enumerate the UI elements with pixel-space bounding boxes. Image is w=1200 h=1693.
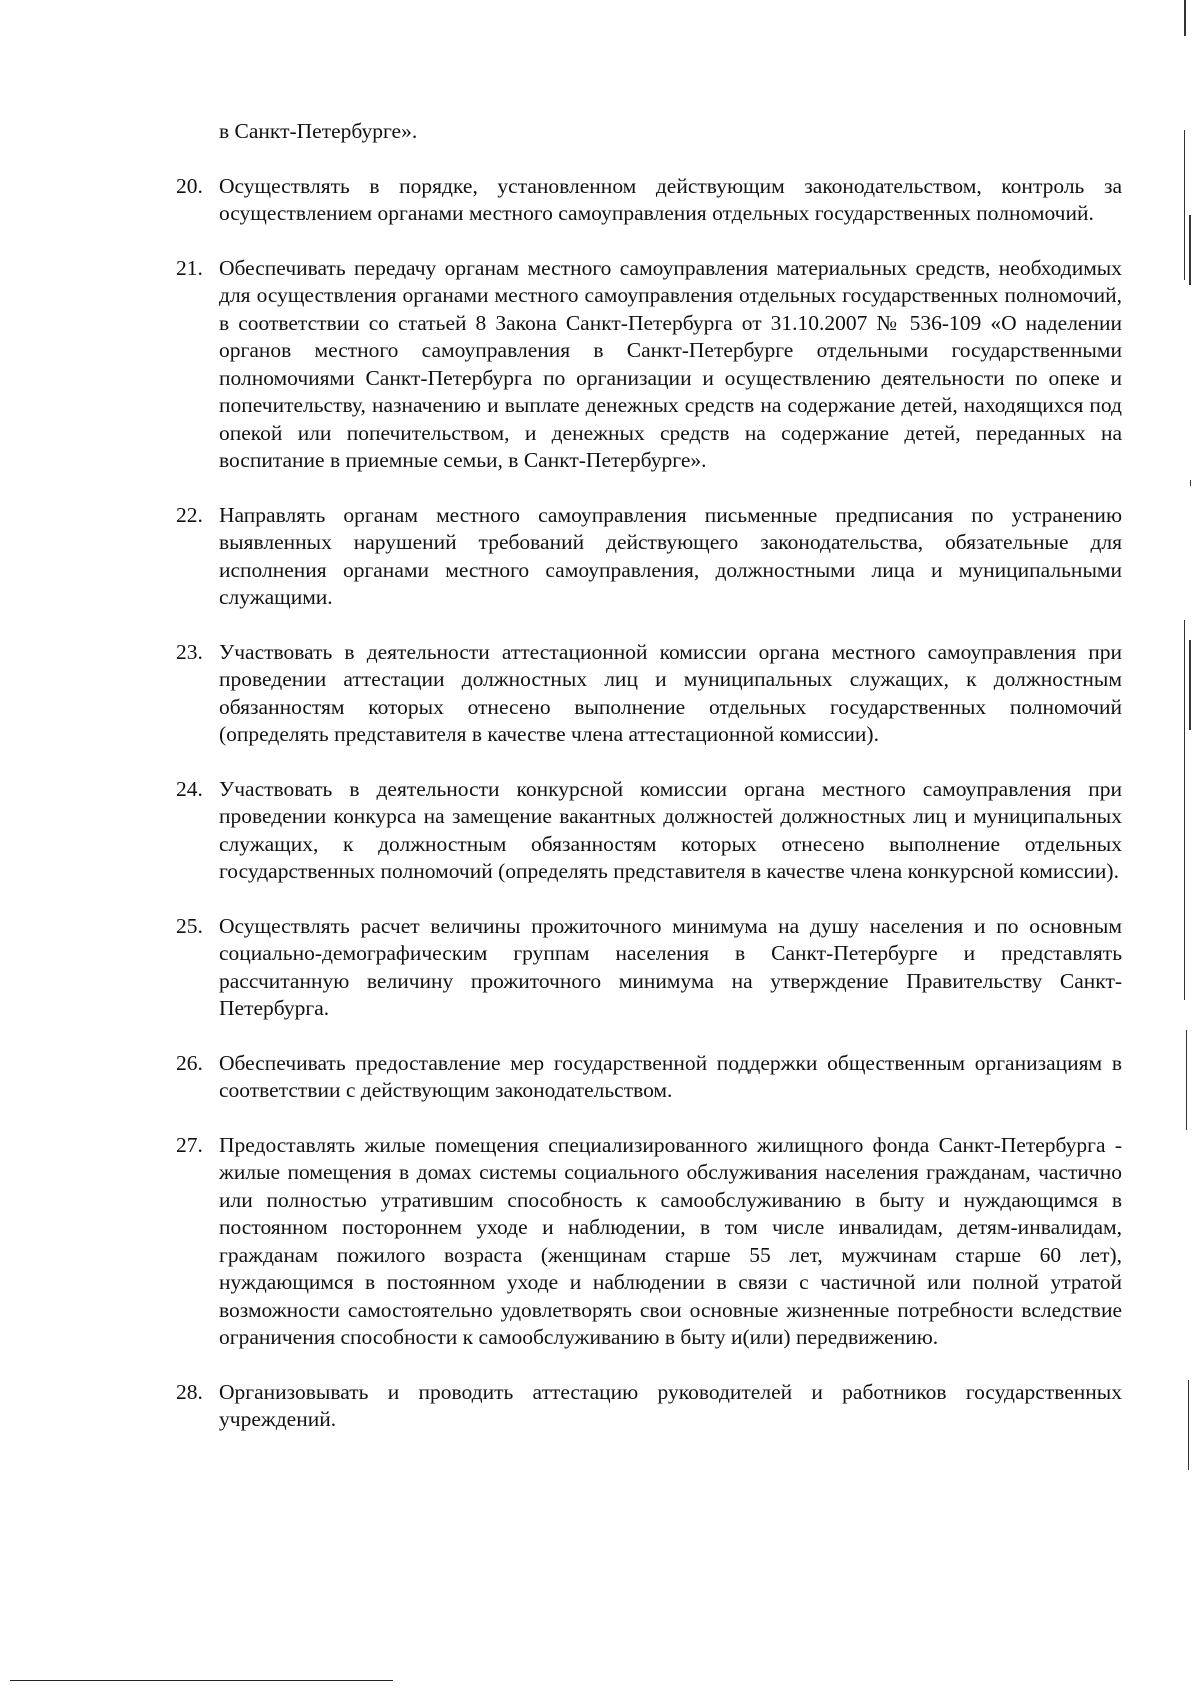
item-number: 28. (176, 1379, 203, 1404)
item-text: Осуществлять расчет величины прожиточного минимума на душу населения и по основным социально-демографическим группам населения в Санкт-Петербурге и представлять рассчитанную величину прожиточного минимума на утверждение Правительству Санкт-Петербурга. (219, 913, 1122, 1020)
scan-margin-mark (1188, 1380, 1189, 1470)
item-text: Направлять органам местного самоуправления письменные предписания по устранению выявленных нарушений требований действующего законодательства, обязательные для исполнения органами местного самоуправления, должностными лица и муниципальными служащими. (219, 502, 1122, 609)
document-body (176, 118, 1122, 1461)
item-number: 23. (176, 639, 203, 664)
list-item-28 (176, 1379, 1122, 1434)
item-text: Организовывать и проводить аттестацию руководителей и работников государственных учреждений. (219, 1379, 1122, 1431)
item-text: Обеспечивать передачу органам местного самоуправления материальных средств, необходимых для осуществления органами местного самоуправления отдельных государственных полномочий, в соответствии со статьей 8 Закона Санкт-Петербурга от 31.10.2007 № 536-109 «О наделении органов местного самоуправления в Санкт-Петербурге отдельными государственными полномочиями Санкт-Петербурга по организации и осуществлению деятельности по опеке и попечительству, назначению и выплате денежных средств на содержание детей, находящихся под опекой или попечительством, и денежных средств на содержание детей, переданных на воспитание в приемные семьи, в Санкт-Петербурге». (219, 255, 1122, 472)
item-number: 26. (176, 1050, 203, 1075)
scan-margin-mark (1190, 480, 1191, 486)
item-number: 21. (176, 255, 203, 280)
scan-margin-mark (1189, 640, 1191, 730)
item-number: 24. (176, 776, 203, 801)
scan-margin-mark (1189, 215, 1191, 285)
list-item-21 (176, 255, 1122, 475)
scan-margin-mark (1186, 1030, 1187, 1130)
item-number: 25. (176, 913, 203, 938)
footnote-separator-line (10, 1680, 393, 1681)
list-item-23 (176, 639, 1122, 749)
item-number: 22. (176, 502, 203, 527)
list-item-24 (176, 776, 1122, 886)
list-item-27 (176, 1132, 1122, 1352)
continuation-text: в Санкт-Петербурге». (219, 119, 418, 143)
item-number: 20. (176, 173, 203, 198)
item-text: Обеспечивать предоставление мер государственной поддержки общественным организациям в соответствии с действующим законодательством. (219, 1050, 1122, 1102)
item-text: Участвовать в деятельности аттестационной комиссии органа местного самоуправления при проведении аттестации должностных лиц и муниципальных служащих, к должностным обязанностям которых отнесено выполнение отдельных государственных полномочий (определять представителя в качестве члена аттестационной комиссии). (219, 639, 1122, 746)
scan-margin-mark (1184, 130, 1185, 280)
item-text: Осуществлять в порядке, установленном действующим законодательством, контроль за осуществлением органами местного самоуправления отдельных государственных полномочий. (219, 173, 1122, 225)
list-item-20 (176, 173, 1122, 228)
item-text: Участвовать в деятельности конкурсной комиссии органа местного самоуправления при проведении конкурса на замещение вакантных должностей должностных лиц и муниципальных служащих, к должностным обязанностям которых отнесено выполнение отдельных государственных полномочий (определять представителя в качестве члена конкурсной комиссии). (219, 776, 1122, 883)
list-item-25 (176, 913, 1122, 1023)
item-text: Предоставлять жилые помещения специализированного жилищного фонда Санкт-Петербурга - жилые помещения в домах системы социального обслуживания населения гражданам, частично или полностью утратившим способность к самообслуживанию в быту и нуждающимся в постоянном постороннем уходе и наблюдении, в том числе инвалидам, детям-инвалидам, гражданам пожилого возраста (женщинам старше 55 лет, мужчинам старше 60 лет), нуждающимся в постоянном уходе и наблюдении в связи с частичной или полной утратой возможности самостоятельно удовлетворять свои основные жизненные потребности вследствие ограничения способности к самообслуживанию в быту и(или) передвижению. (219, 1132, 1122, 1349)
scan-margin-mark (1184, 620, 1185, 1000)
item-number: 27. (176, 1132, 203, 1157)
list-item-26 (176, 1050, 1122, 1105)
scan-margin-mark (1184, 0, 1186, 36)
list-item-22 (176, 502, 1122, 612)
